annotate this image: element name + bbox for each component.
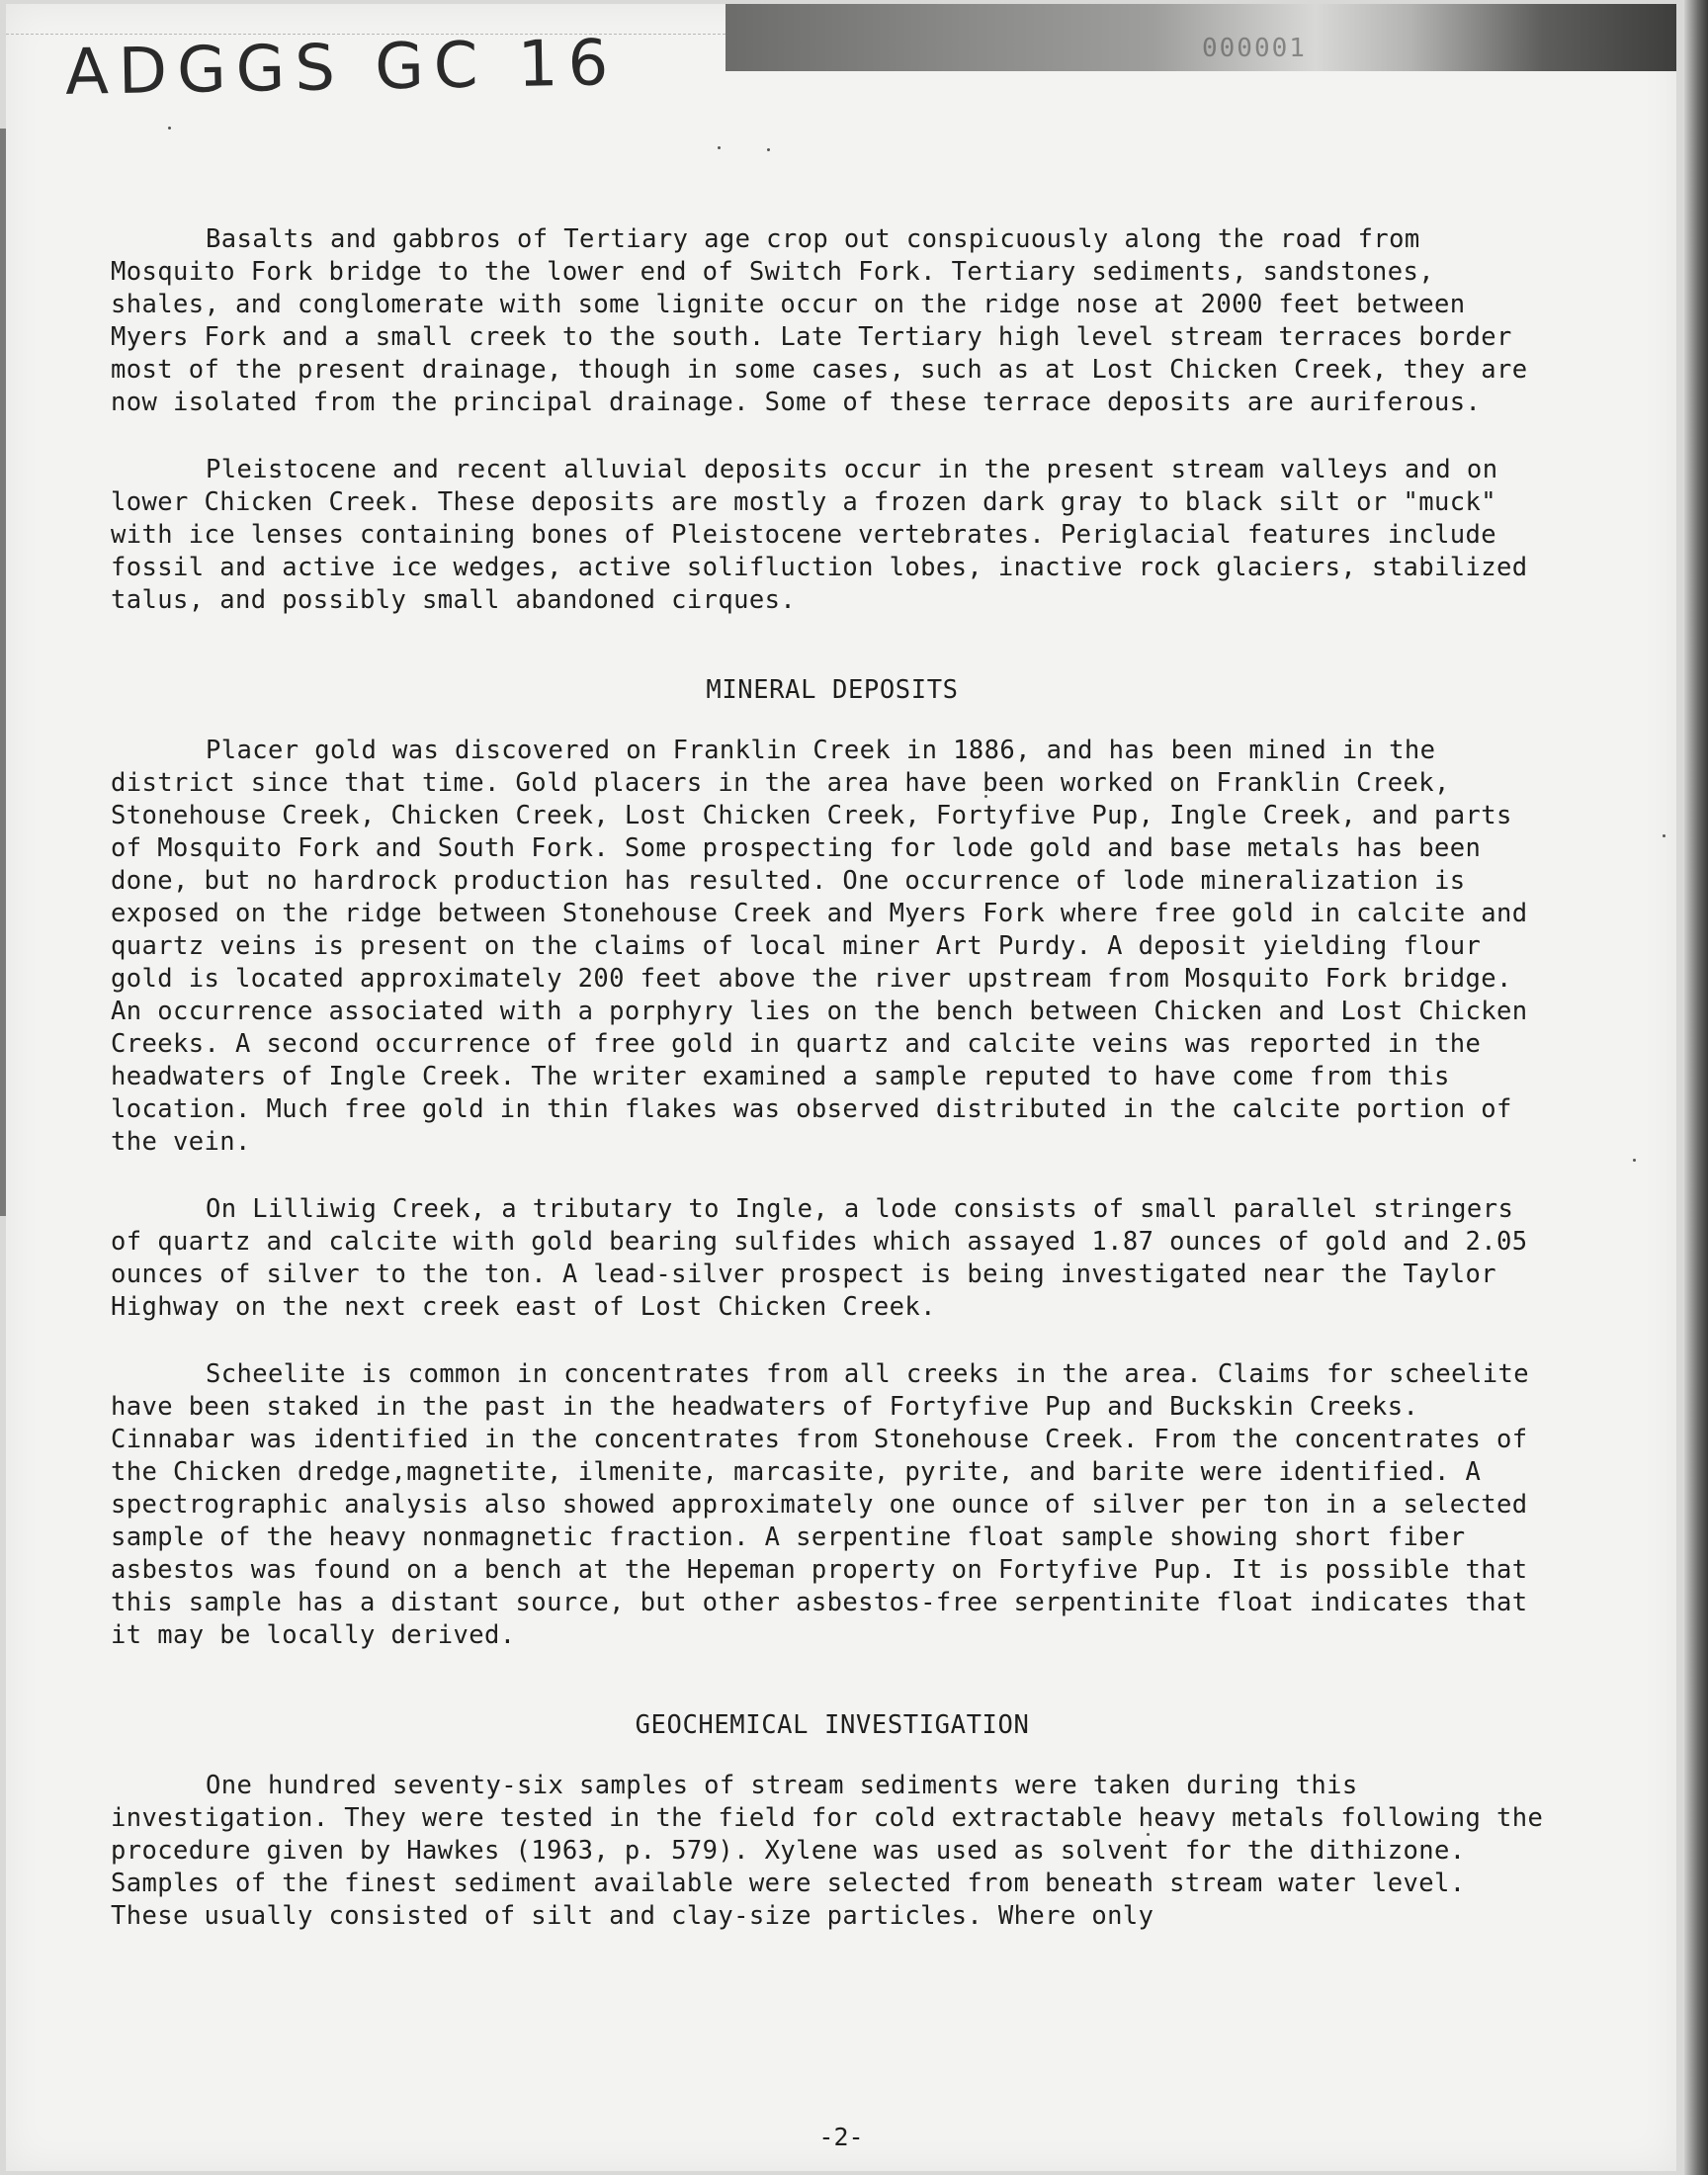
scan-speck xyxy=(767,148,770,151)
scan-speck xyxy=(1663,834,1665,837)
paragraph-stream-sediments: One hundred seventy-six samples of stream sediments were taken during this investigation. They were tested in the field for cold extractable heavy metals following the procedure given by Hawkes (1963, p. 579). Xylene was used as solvent for the dithizone. Samples of the finest sediment available were selected from beneath stream water level. These usually consisted of silt and clay-size particles. Where only xyxy=(111,1771,1544,1931)
scan-shadow-band xyxy=(726,4,1676,71)
heading-mineral-deposits: MINERAL DEPOSITS xyxy=(706,675,959,705)
paragraph-scheelite: Scheelite is common in concentrates from all creeks in the area. Claims for scheelite have been staked in the past in the headwaters of Fortyfive Pup and Buckskin Creeks. Cinnabar was identified in the concentrates from Stonehouse Creek. From the concentrates of the Chicken dredge,magnetite, ilmenite, marcasite, pyrite, and barite were identified. A spectrographic analysis also showed approximately one ounce of silver per ton in a selected sample of the heavy nonmagnetic fraction. A serpentine float sample showing short fiber asbestos was found on a bench at the Hepeman property on Fortyfive Pup. It is possible that this sample has a distant source, but other asbestos-free serpentinite float indicates that it may be locally derived. xyxy=(111,1359,1529,1650)
paragraph-placer-gold: Placer gold was discovered on Franklin Creek in 1886, and has been mined in the district since that time. Gold placers in the area have been worked on Franklin Creek, Stonehouse Creek, Chicken Creek, Lost Chicken Creek, Fortyfive Pup, Ingle Creek, and parts of Mosquito Fork and South Fork. Some prospecting for lode gold and base metals has been done, but no hardrock production has resulted. One occurrence of lode mineralization is exposed on the ridge between Stonehouse Creek and Myers Fork where free gold in calcite and quartz veins is present on the claims of local miner Art Purdy. A deposit yielding flour gold is located approximately 200 feet above the river upstream from Mosquito Fork bridge. An occurrence associated with a porphyry lies on the bench between Chicken and Lost Chicken Creeks. A second occurrence of free gold in quartz and calcite veins was reported in the headwaters of Ingle Creek. The writer examined a sample reputed to have come from this location. Much free gold in thin flakes was observed distributed in the calcite portion of the vein. xyxy=(111,736,1528,1157)
scan-speck xyxy=(718,146,721,149)
scan-speck xyxy=(1633,1159,1636,1162)
document-body xyxy=(111,223,1554,1967)
paragraph-lilliwig-creek: On Lilliwig Creek, a tributary to Ingle, a lode consists of small parallel stringers of quartz and calcite with gold bearing sulfides which assayed 1.87 ounces of gold and 2.05 ounces of silver to the ton. A lead-silver prospect is being investigated near the Taylor Highway on the next creek east of Lost Chicken Creek. xyxy=(111,1194,1528,1322)
handwritten-label: ADGGS GC 16 xyxy=(64,27,619,110)
scan-left-edge xyxy=(0,129,6,1216)
scan-speck xyxy=(168,127,171,130)
paragraph-tertiary: Basalts and gabbros of Tertiary age crop out conspicuously along the road from Mosquito Fork bridge to the lower end of Switch Fork. Tertiary sediments, sandstones, shales, and conglomerate with some lignite occur on the ridge nose at 2000 feet between Myers Fork and a small creek to the south. Late Tertiary high level stream terraces border most of the present drainage, though in some cases, such as at Lost Chicken Creek, they are now isolated from the principal drainage. Some of these terrace deposits are auriferous. xyxy=(111,224,1528,417)
scan-right-edge xyxy=(1684,0,1708,2175)
heading-geochemical-investigation: GEOCHEMICAL INVESTIGATION xyxy=(635,1710,1030,1740)
faded-stamp: 000001 xyxy=(1202,34,1307,63)
page-number: -2- xyxy=(818,2123,864,2151)
paragraph-pleistocene: Pleistocene and recent alluvial deposits occur in the present stream valleys and on lower Chicken Creek. These deposits are mostly a frozen dark gray to black silt or "muck" with ice lenses containing bones of Pleistocene vertebrates. Periglacial features include fossil and active ice wedges, active solifluction lobes, inactive rock glaciers, stabilized talus, and possibly small abandoned cirques. xyxy=(111,455,1528,615)
document-page xyxy=(6,4,1676,2171)
